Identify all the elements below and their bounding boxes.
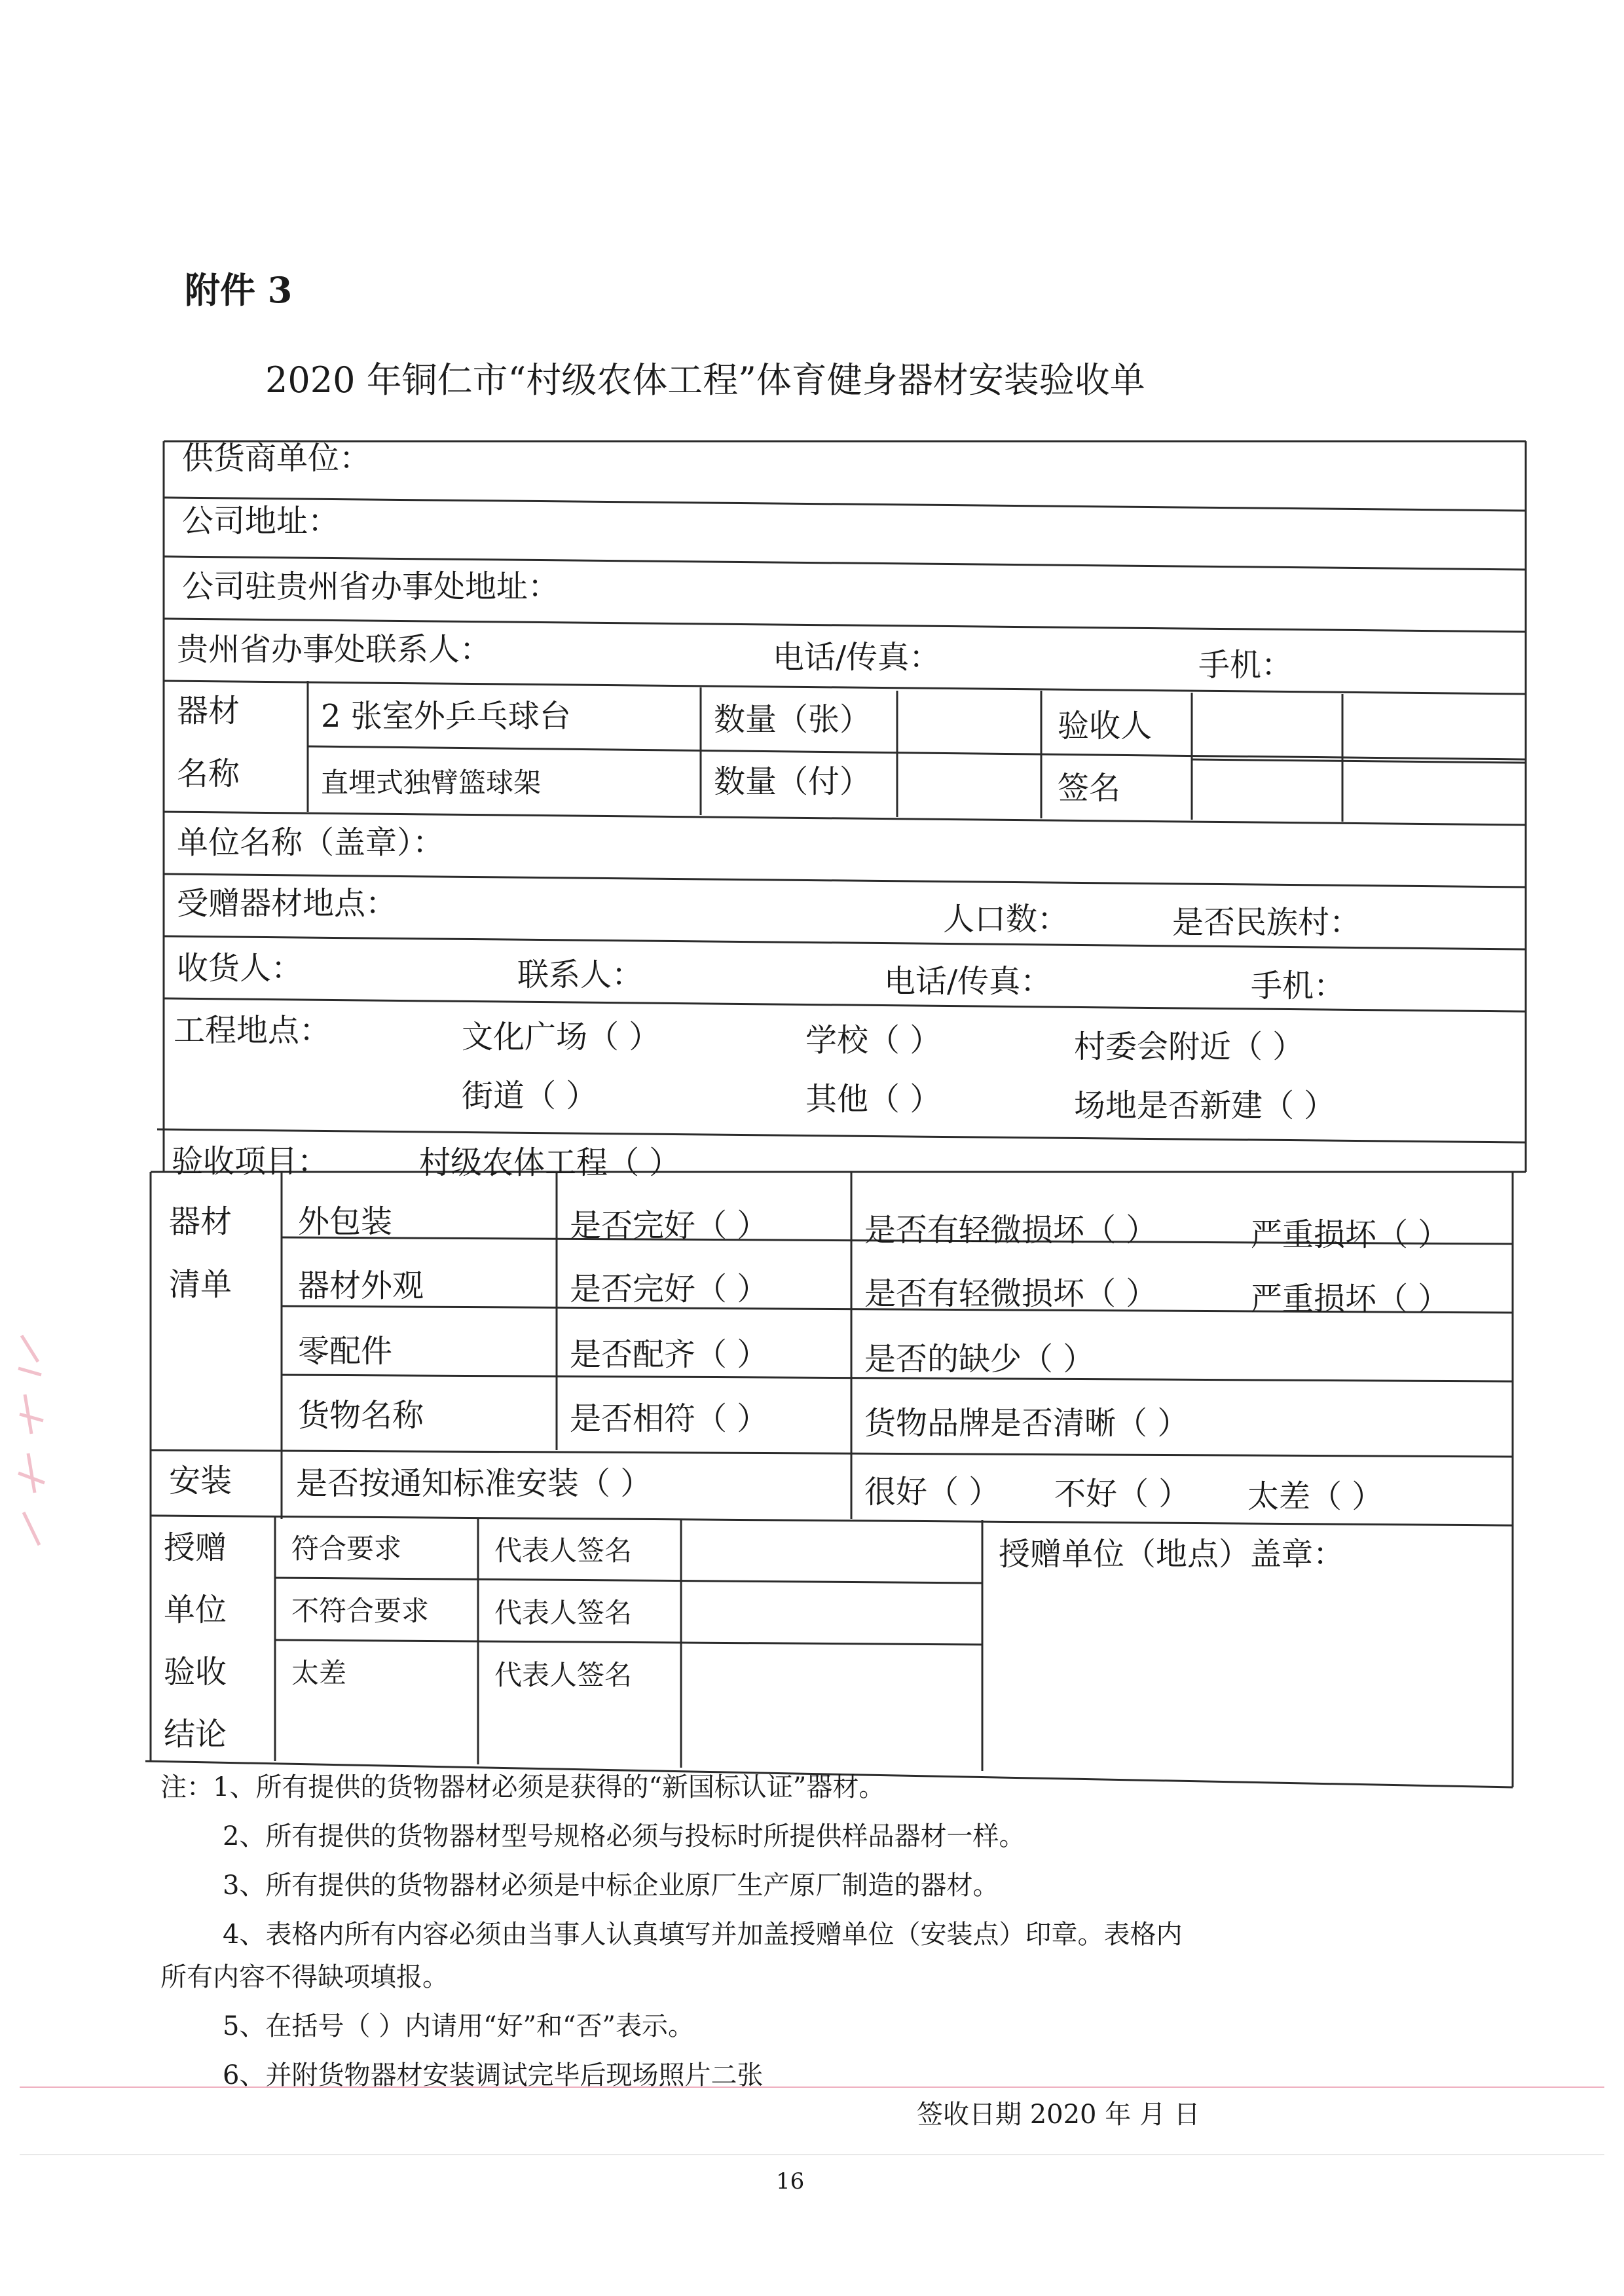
stamp-field: 授赠单位（地点）盖章：: [999, 1536, 1345, 1573]
conclusion-label-line1: 授赠: [164, 1529, 227, 1566]
checklist-extra2-appearance: 严重损坏（ ）: [1251, 1281, 1450, 1317]
equipment-qty-1: 数量（张）: [714, 701, 872, 738]
page-number: 16: [776, 2168, 805, 2195]
checklist-extra-appearance: 是否有轻微损坏（ ）: [864, 1275, 1158, 1312]
stamp-mark-remnant: [12, 1322, 51, 1558]
receiver-mobile-field: 手机：: [1251, 968, 1346, 1004]
office-address-field: 公司驻贵州省办事处地址：: [182, 568, 560, 605]
checklist-extra-goods-name: 货物品牌是否清晰（ ）: [864, 1405, 1189, 1442]
page-title: 2020 年铜仁市“村级农体工程”体育健身器材安装验收单: [265, 359, 1145, 401]
location-option-new-site: 场地是否新建（ ）: [1074, 1087, 1336, 1124]
note-5: 5、在括号（ ）内请用“好”和“否”表示。: [223, 2011, 694, 2041]
note-4-continued: 所有内容不得缺项填报。: [160, 1962, 449, 1992]
office-contact-field: 贵州省办事处联系人：: [177, 631, 492, 668]
location-option-culture-square: 文化广场（ ）: [462, 1019, 661, 1055]
checklist-item-appearance: 器材外观: [298, 1267, 424, 1304]
project-label: 验收项目：: [172, 1143, 329, 1180]
note-2: 2、所有提供的货物器材型号规格必须与投标时所提供样品器材一样。: [223, 1821, 1025, 1851]
note-6: 6、并附货物器材安装调试完毕后现场照片二张: [223, 2060, 764, 2090]
conclusion-sign-meets: 代表人签名: [494, 1535, 633, 1567]
supplier-field: 供货商单位：: [182, 440, 371, 477]
population-field: 人口数：: [943, 901, 1069, 938]
inspector-label-line2: 签名: [1058, 770, 1121, 807]
conclusion-result-fails: 不符合要求: [291, 1595, 430, 1627]
footer-rule: [20, 2154, 1604, 2155]
checklist-extra-parts: 是否的缺少（ ）: [864, 1341, 1095, 1377]
location-option-other: 其他（ ）: [805, 1081, 942, 1118]
note-1: 注：1、所有提供的货物器材必须是获得的“新国标认证”器材。: [160, 1772, 885, 1802]
checklist-extra-packaging: 是否有轻微损坏（ ）: [864, 1212, 1158, 1248]
note-4: 4、表格内所有内容必须由当事人认真填写并加盖授赠单位（安装点）印章。表格内: [223, 1920, 1183, 1950]
location-label: 工程地点：: [174, 1012, 331, 1049]
checklist-label-line2: 清单: [169, 1266, 232, 1303]
unit-name-field: 单位名称（盖章）：: [177, 824, 445, 861]
checklist-item-goods-name: 货物名称: [298, 1397, 424, 1434]
receiver-field: 收货人：: [177, 950, 303, 987]
install-standard: 是否按通知标准安装（ ）: [296, 1465, 652, 1502]
project-value: 村级农体工程（ ）: [419, 1144, 681, 1181]
conclusion-label-line3: 验收: [164, 1654, 227, 1690]
conclusion-label-line4: 结论: [164, 1716, 227, 1753]
conclusion-sign-fails: 代表人签名: [494, 1597, 633, 1629]
checklist-label-line1: 器材: [169, 1203, 232, 1240]
checklist-extra2-packaging: 严重损坏（ ）: [1251, 1216, 1450, 1253]
install-rating-good: 很好（ ）: [864, 1474, 1001, 1510]
checklist-check-appearance: 是否完好（ ）: [570, 1271, 769, 1307]
install-rating-very-bad: 太差（ ）: [1247, 1478, 1384, 1515]
receiver-phone-field: 电话/传真：: [884, 963, 1052, 1000]
equipment-item-1: 2 张室外乒乓球台: [321, 698, 571, 735]
ethnic-village-field: 是否民族村：: [1172, 904, 1361, 941]
office-mobile-field: 手机：: [1198, 647, 1293, 683]
checklist-check-goods-name: 是否相符（ ）: [570, 1400, 769, 1437]
install-rating-bad: 不好（ ）: [1054, 1476, 1190, 1512]
location-option-street: 街道（ ）: [462, 1078, 598, 1114]
site-field: 受赠器材地点：: [177, 885, 397, 922]
inspector-label-line1: 验收人: [1058, 708, 1153, 744]
equipment-label-line2: 名称: [177, 756, 240, 792]
company-address-field: 公司地址：: [182, 503, 340, 539]
conclusion-result-very-bad: 太差: [291, 1657, 347, 1689]
equipment-label-line1: 器材: [177, 693, 240, 729]
location-option-school: 学校（ ）: [805, 1022, 942, 1059]
note-3: 3、所有提供的货物器材必须是中标企业原厂生产原厂制造的器材。: [223, 1870, 999, 1901]
conclusion-sign-very-bad: 代表人签名: [494, 1659, 633, 1691]
conclusion-label-line2: 单位: [164, 1592, 227, 1628]
equipment-item-2: 直埋式独臂篮球架: [321, 767, 542, 799]
contact-field: 联系人：: [517, 957, 644, 993]
install-label: 安装: [169, 1463, 232, 1499]
divider-rule: [20, 2086, 1604, 2088]
checklist-check-packaging: 是否完好（ ）: [570, 1207, 769, 1244]
checklist-check-parts: 是否配齐（ ）: [570, 1336, 769, 1373]
conclusion-result-meets: 符合要求: [291, 1533, 402, 1565]
equipment-qty-2: 数量（付）: [714, 763, 872, 800]
signing-date: 签收日期 2020 年 月 日: [917, 2100, 1200, 2130]
office-phone-field: 电话/传真：: [773, 639, 941, 676]
location-option-village-committee: 村委会附近（ ）: [1074, 1029, 1304, 1065]
checklist-item-parts: 零配件: [298, 1333, 393, 1370]
checklist-item-packaging: 外包装: [298, 1203, 393, 1240]
attachment-label: 附件 3: [185, 269, 293, 311]
